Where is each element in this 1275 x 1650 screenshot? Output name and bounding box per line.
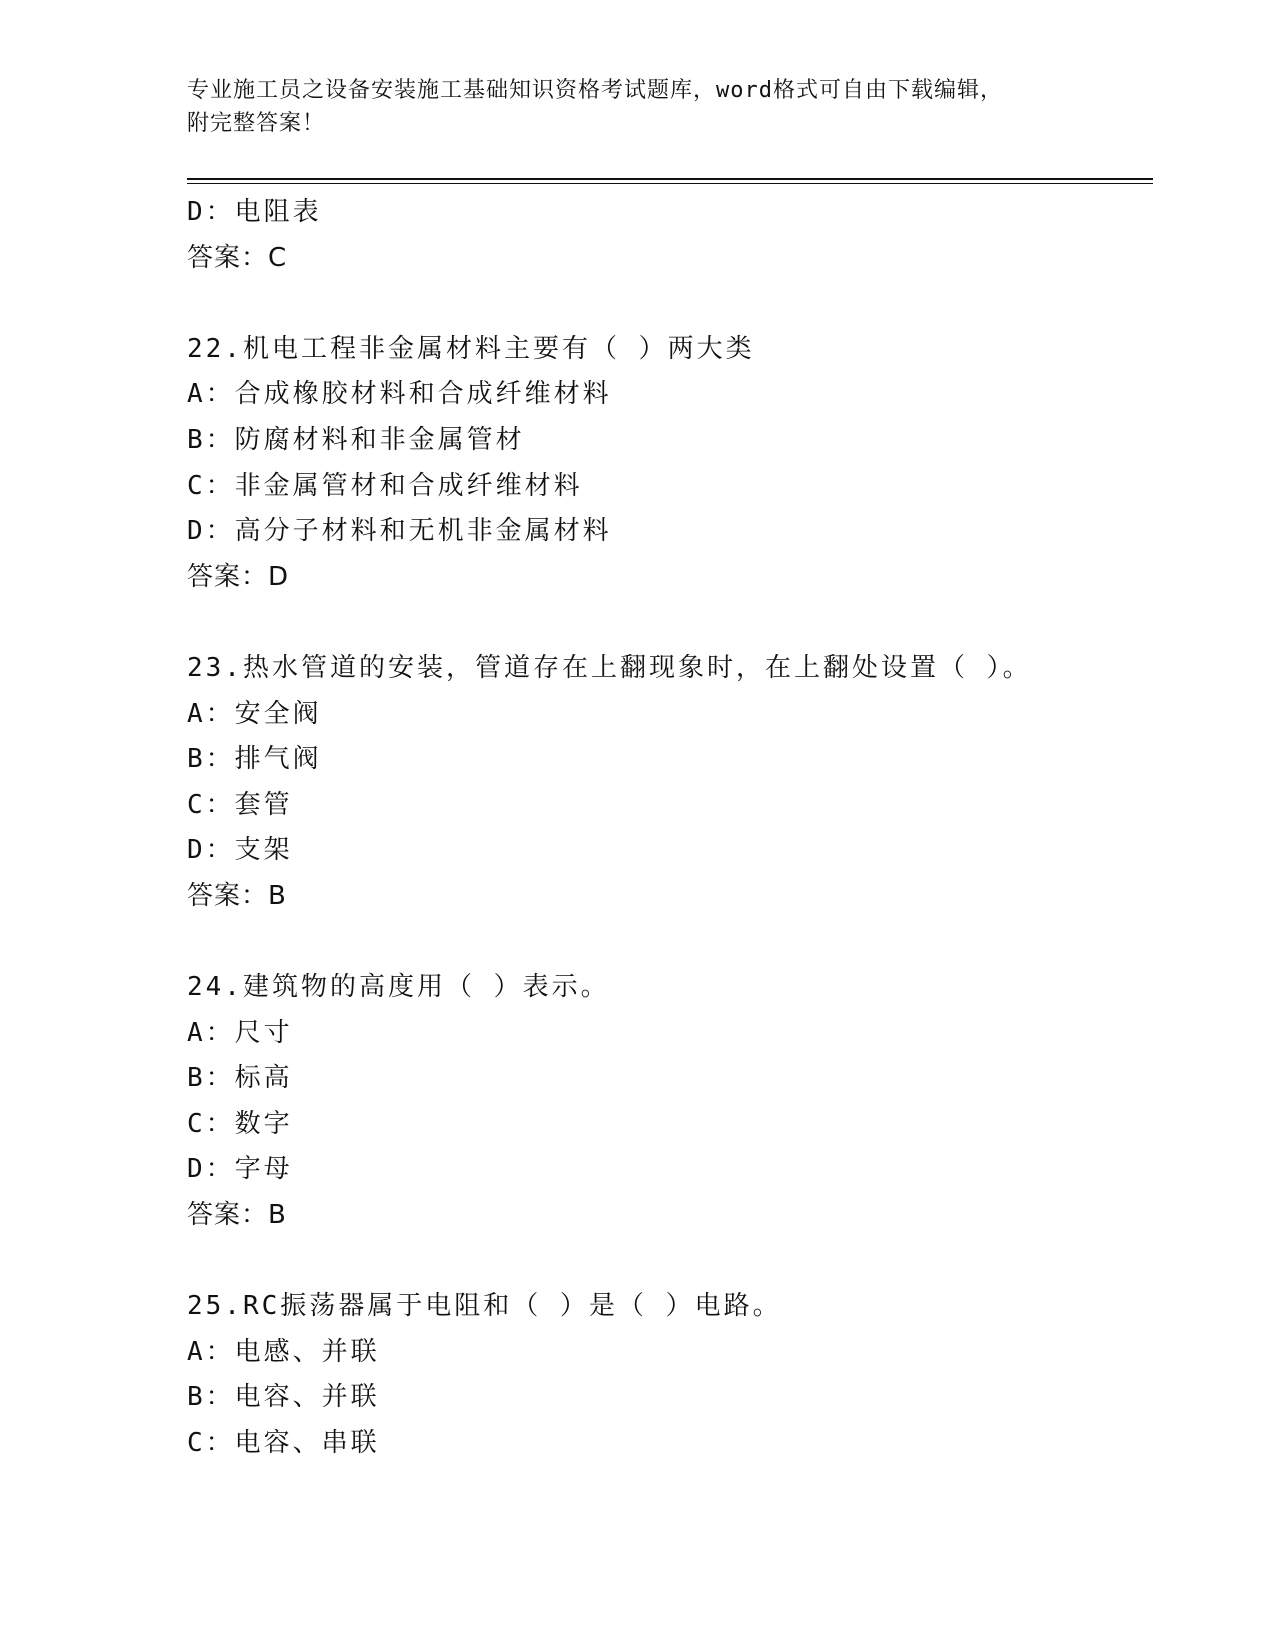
option-b: B：排气阀 xyxy=(187,744,322,775)
header-divider-thick xyxy=(187,178,1153,180)
option-c: C：电容、串联 xyxy=(187,1428,380,1459)
option-a: A：合成橡胶材料和合成纤维材料 xyxy=(187,379,612,410)
header-line-1: 专业施工员之设备安装施工基础知识资格考试题库，word格式可自由下载编辑， xyxy=(187,78,1003,103)
answer-previous: 答案：C xyxy=(187,242,288,273)
option-d-previous: D：电阻表 xyxy=(187,197,322,227)
option-c: C：套管 xyxy=(187,789,293,820)
question-25 xyxy=(187,1284,1153,1466)
question-24 xyxy=(187,965,1153,1239)
option-c: C：非金属管材和合成纤维材料 xyxy=(187,470,583,501)
option-d: D：高分子材料和无机非金属材料 xyxy=(187,516,612,547)
option-d: D：字母 xyxy=(187,1154,293,1185)
answer: 答案：B xyxy=(187,1200,287,1231)
question-stem: 25.RC振荡器属于电阻和（ ）是（ ）电路。 xyxy=(187,1291,782,1322)
question-list xyxy=(187,190,1153,1467)
question-stem: 23.热水管道的安装，管道存在上翻现象时，在上翻处设置（ ）。 xyxy=(187,652,1032,683)
option-a: A：电感、并联 xyxy=(187,1336,380,1367)
option-b: B：电容、并联 xyxy=(187,1382,380,1413)
answer: 答案：B xyxy=(187,880,287,911)
option-c: C：数字 xyxy=(187,1108,293,1139)
question-stem: 24.建筑物的高度用（ ）表示。 xyxy=(187,972,610,1003)
option-a: A：安全阀 xyxy=(187,698,322,729)
header-divider-thin xyxy=(187,183,1153,184)
question-22 xyxy=(187,327,1153,601)
answer: 答案：D xyxy=(187,561,290,592)
option-b: B：标高 xyxy=(187,1063,293,1094)
option-a: A：尺寸 xyxy=(187,1017,293,1048)
document-header xyxy=(187,74,1087,140)
question-23 xyxy=(187,646,1153,920)
option-b: B：防腐材料和非金属管材 xyxy=(187,424,525,455)
option-d: D：支架 xyxy=(187,835,293,866)
question-stem: 22.机电工程非金属材料主要有（ ）两大类 xyxy=(187,333,755,364)
header-line-2: 附完整答案！ xyxy=(187,111,326,136)
